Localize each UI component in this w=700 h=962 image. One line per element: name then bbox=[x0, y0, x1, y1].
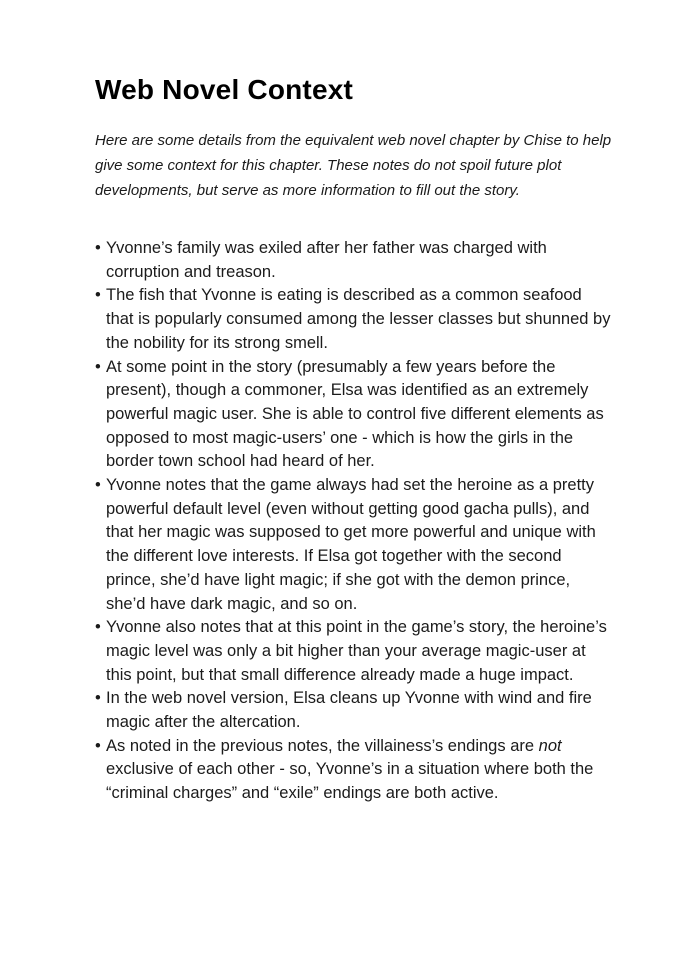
note-item bbox=[95, 356, 612, 475]
note-item bbox=[95, 735, 612, 806]
note-text: In the web novel version, Elsa cleans up Yvonne with wind and fire magic after the altercation. bbox=[106, 689, 592, 732]
page-content bbox=[95, 74, 612, 806]
page-title: Web Novel Context bbox=[95, 74, 354, 105]
note-text: Yvonne notes that the game always had set the heroine as a pretty powerful default level (even without getting good gacha pulls), and that her magic was supposed to get more powerful and unique with the different love interests. If Elsa got together with the second prince, she’d have light magic; if she got with the demon prince, she’d have dark magic, and so on. bbox=[106, 476, 596, 613]
note-text: Yvonne also notes that at this point in the game’s story, the heroine’s magic level was only a bit higher than your average magic-user at this point, but that small difference already made a huge impact. bbox=[106, 618, 607, 684]
intro-note: Here are some details from the equivalent web novel chapter by Chise to help give some context for this chapter. These notes do not spoil future plot developments, but serve as more information to fill out the story. bbox=[95, 132, 612, 199]
note-text: At some point in the story (presumably a few years before the present), though a commoner, Elsa was identified as an extremely powerful magic user. She is able to control five different elements as opposed to most magic-users’ one - which is how the girls in the border town school had heard of her. bbox=[106, 357, 604, 471]
note-item bbox=[95, 687, 612, 734]
note-item bbox=[95, 474, 612, 616]
note-text: exclusive of each other - so, Yvonne’s in a situation where both the “criminal charges” and “exile” endings are both active. bbox=[106, 760, 594, 803]
notes-list bbox=[95, 237, 612, 806]
note-item bbox=[95, 284, 612, 355]
note-item bbox=[95, 237, 612, 284]
note-emphasis: not bbox=[538, 736, 562, 755]
note-item bbox=[95, 616, 612, 687]
note-text: The fish that Yvonne is eating is described as a common seafood that is popularly consumed among the lesser classes but shunned by the nobility for its strong smell. bbox=[106, 286, 611, 352]
note-text: As noted in the previous notes, the villainess’s endings are bbox=[106, 736, 539, 755]
note-text: Yvonne’s family was exiled after her father was charged with corruption and treason. bbox=[106, 239, 547, 281]
